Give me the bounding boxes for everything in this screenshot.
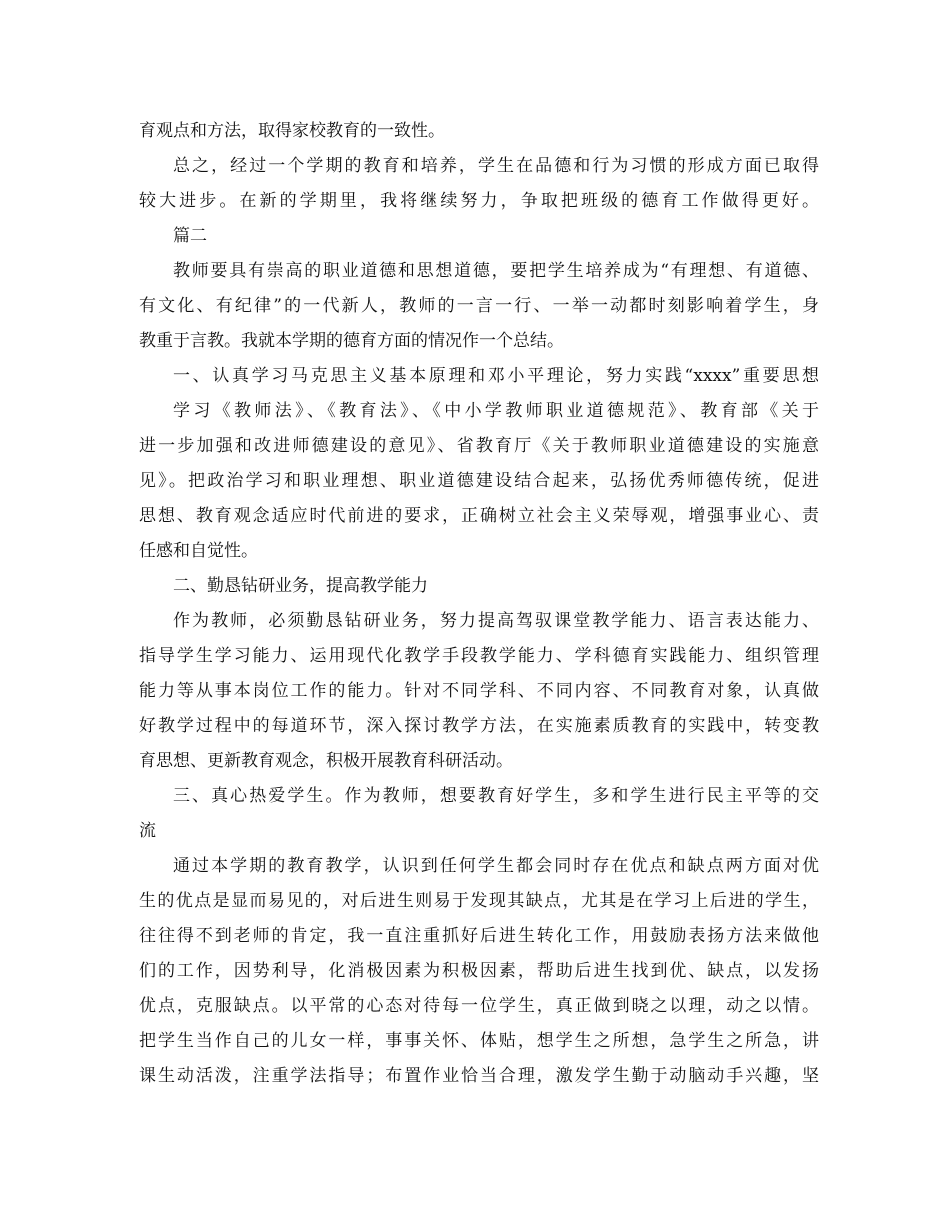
text-line: 把学生当作自己的儿女一样，事事关怀、体贴，想学生之所想，急学生之所急，讲 xyxy=(139,1031,819,1051)
text-line: 能力等从事本岗位工作的能力。针对不同学科、不同内容、不同教育对象，认真做 xyxy=(139,681,819,701)
text-line: 较大进步。在新的学期里，我将继续努力，争取把班级的德育工作做得更好。 xyxy=(139,191,819,211)
text-line: 任感和自觉性。 xyxy=(139,541,258,561)
text-line: 优点，克服缺点。以平常的心态对待每一位学生，真正做到晓之以理，动之以情。 xyxy=(139,996,819,1016)
text-line: 篇二 xyxy=(173,226,207,246)
text-line: 育观点和方法，取得家校教育的一致性。 xyxy=(139,121,445,141)
text-line: 思想、教育观念适应时代前进的要求，正确树立社会主义荣辱观，增强事业心、责 xyxy=(139,506,819,526)
text-line: 作为教师，必须勤恳钻研业务，努力提高驾驭课堂教学能力、语言表达能力、 xyxy=(173,611,819,631)
text-line: 一、认真学习马克思主义基本原理和邓小平理论，努力实践“xxxx”重要思想 xyxy=(173,366,819,386)
text-line: 流 xyxy=(139,821,156,841)
document-body xyxy=(139,114,819,1094)
text-line: 有文化、有纪律”的一代新人，教师的一言一行、一举一动都时刻影响着学生，身 xyxy=(139,296,819,316)
text-line: 往往得不到老师的肯定，我一直注重抓好后进生转化工作，用鼓励表扬方法来做他 xyxy=(139,926,819,946)
text-line: 见》。把政治学习和职业理想、职业道德建设结合起来，弘扬优秀师德传统，促进 xyxy=(139,471,819,491)
text-line: 二、勤恳钻研业务，提高教学能力 xyxy=(173,576,428,596)
text-line: 生的优点是显而易见的，对后进生则易于发现其缺点，尤其是在学习上后进的学生， xyxy=(139,891,819,911)
text-line: 通过本学期的教育教学，认识到任何学生都会同时存在优点和缺点两方面对优 xyxy=(173,856,819,876)
text-line: 育思想、更新教育观念，积极开展教育科研活动。 xyxy=(139,751,513,771)
text-line: 进一步加强和改进师德建设的意见》、省教育厅《关于教师职业道德建设的实施意 xyxy=(139,436,819,456)
text-line: 们的工作，因势利导，化消极因素为积极因素，帮助后进生找到优、缺点，以发扬 xyxy=(139,961,819,981)
text-line: 学习《教师法》、《教育法》、《中小学教师职业道德规范》、教育部《关于 xyxy=(173,401,819,421)
text-line: 好教学过程中的每道环节，深入探讨教学方法，在实施素质教育的实践中，转变教 xyxy=(139,716,819,736)
text-line: 教重于言教。我就本学期的德育方面的情况作一个总结。 xyxy=(139,331,564,351)
text-line: 三、真心热爱学生。作为教师，想要教育好学生，多和学生进行民主平等的交 xyxy=(173,786,819,806)
text-line: 课生动活泼，注重学法指导；布置作业恰当合理，激发学生勤于动脑动手兴趣，坚 xyxy=(139,1066,819,1086)
text-line: 指导学生学习能力、运用现代化教学手段教学能力、学科德育实践能力、组织管理 xyxy=(139,646,819,666)
text-line: 教师要具有崇高的职业道德和思想道德，要把学生培养成为“有理想、有道德、 xyxy=(173,261,819,281)
text-line: 总之，经过一个学期的教育和培养，学生在品德和行为习惯的形成方面已取得 xyxy=(173,156,819,176)
